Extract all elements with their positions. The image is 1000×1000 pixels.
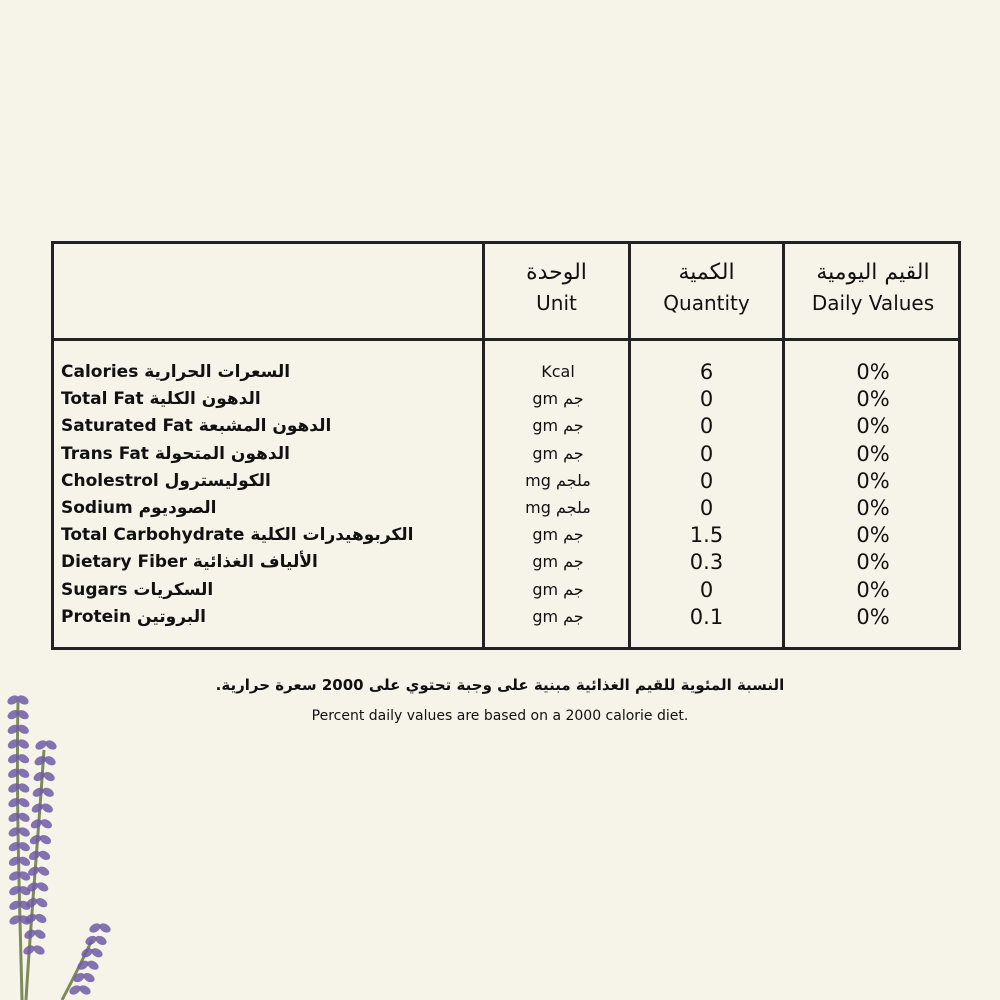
nutrient-quantity: 0 <box>699 441 714 466</box>
nutrient-quantity: 0 <box>699 387 714 412</box>
header-divider <box>54 338 958 341</box>
lavender-bud <box>98 922 112 935</box>
lavender-bud <box>41 786 55 799</box>
lavender-sprig-icon <box>0 690 130 1000</box>
header-daily-values-ar: القيم اليومية <box>816 260 930 285</box>
header-quantity <box>631 258 782 318</box>
lavender-bud <box>78 984 92 997</box>
nutrient-quantity: 0 <box>699 495 714 520</box>
nutrient-unit: gm جم <box>532 606 584 626</box>
header-unit-en: Unit <box>536 291 577 315</box>
header-quantity-en: Quantity <box>663 291 750 315</box>
table-row <box>54 359 958 386</box>
table-row <box>54 604 958 631</box>
lavender-bud <box>42 770 56 783</box>
nutrient-unit: mg ملجم <box>525 497 591 517</box>
nutrient-daily-value: 0% <box>856 550 890 575</box>
nutrient-daily-value: 0% <box>856 360 890 384</box>
lavender-bud <box>32 944 46 957</box>
footnote-english: Percent daily values are based on a 2000 calorie diet. <box>311 708 689 724</box>
nutrient-daily-value: 0% <box>856 495 890 520</box>
nutrient-name: Total Fat الدهون الكلية <box>61 389 261 410</box>
lavender-bud <box>38 833 52 846</box>
table-row <box>54 495 958 522</box>
nutrient-name: Sugars السكريات <box>61 579 214 600</box>
lavender-bud <box>39 817 53 830</box>
nutrient-name: Protein البروتين <box>61 606 206 627</box>
table-row <box>54 468 958 495</box>
nutrient-unit: mg ملجم <box>525 470 591 490</box>
nutrient-daily-value: 0% <box>856 604 890 629</box>
nutrient-daily-value: 0% <box>856 414 890 439</box>
lavender-bud <box>35 880 49 893</box>
lavender-bud <box>82 971 96 984</box>
table-row <box>54 441 958 468</box>
table-row <box>54 386 958 413</box>
nutrient-unit: gm جم <box>532 552 584 572</box>
nutrient-name: Sodium الصوديوم <box>61 497 217 518</box>
nutrient-daily-value: 0% <box>856 387 890 412</box>
nutrient-daily-value: 0% <box>856 468 890 493</box>
lavender-bud <box>34 912 48 925</box>
lavender-bud <box>44 739 58 752</box>
nutrient-daily-value: 0% <box>856 523 890 548</box>
nutrient-name: Trans Fat الدهون المتحولة <box>61 443 290 464</box>
lavender-bud <box>36 865 50 878</box>
lavender-bud <box>86 959 100 972</box>
nutrient-name: Total Carbohydrate الكربوهيدرات الكلية <box>61 525 414 546</box>
nutrient-quantity: 6 <box>699 360 714 384</box>
nutrient-quantity: 1.5 <box>689 523 724 548</box>
lavender-bud <box>40 802 54 815</box>
lavender-bud <box>90 946 104 959</box>
table-row <box>54 549 958 576</box>
header-unit-ar: الوحدة <box>526 260 587 285</box>
nutrient-name: Saturated Fat الدهون المشبعة <box>61 416 332 437</box>
header-daily-values <box>785 258 961 318</box>
nutrient-unit: gm جم <box>532 525 584 545</box>
nutrient-daily-value: 0% <box>856 577 890 602</box>
nutrient-unit: gm جم <box>532 389 584 409</box>
lavender-bud <box>37 849 51 862</box>
nutrition-table <box>51 241 961 650</box>
nutrient-daily-value: 0% <box>856 441 890 466</box>
lavender-bud <box>33 928 47 941</box>
nutrient-quantity: 0 <box>699 577 714 602</box>
nutrient-quantity: 0.1 <box>689 604 724 629</box>
nutrient-name: Dietary Fiber الألياف الغذائية <box>61 552 318 573</box>
lavender-bud <box>94 934 108 947</box>
nutrient-unit: gm جم <box>532 443 584 463</box>
nutrient-name: Cholestrol الكوليسترول <box>61 470 271 491</box>
table-row <box>54 413 958 440</box>
nutrient-unit: Kcal <box>541 362 575 381</box>
table-body <box>54 359 958 631</box>
nutrient-quantity: 0 <box>699 468 714 493</box>
footnote-arabic: النسبة المئوية للقيم الغذائية مبنية على وجبة تحتوي على 2000 سعرة حرارية. <box>215 676 785 694</box>
header-daily-values-en: Daily Values <box>811 291 935 315</box>
nutrient-quantity: 0 <box>699 414 714 439</box>
nutrient-name: Calories السعرات الحرارية <box>61 362 291 382</box>
table-row <box>54 522 958 549</box>
nutrient-unit: gm جم <box>532 579 584 599</box>
nutrient-quantity: 0.3 <box>689 550 724 575</box>
header-quantity-ar: الكمية <box>678 260 735 285</box>
table-row <box>54 577 958 604</box>
header-unit <box>485 258 628 318</box>
lavender-bud <box>35 896 49 909</box>
nutrient-unit: gm جم <box>532 416 584 436</box>
